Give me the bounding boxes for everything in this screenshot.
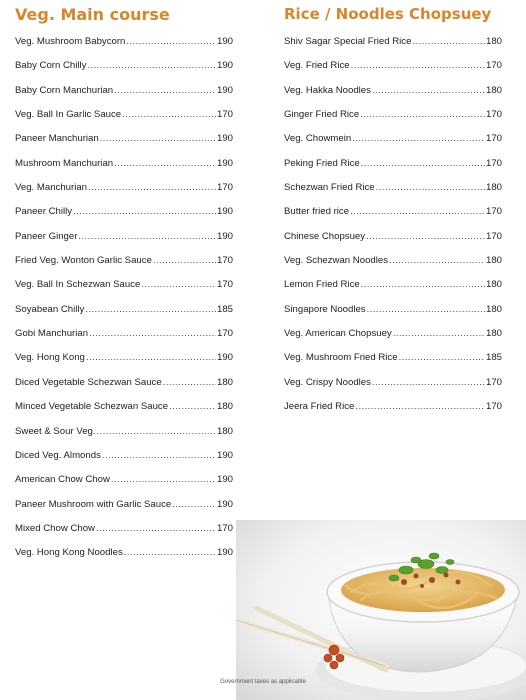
item-price: 180: [485, 36, 502, 47]
item-name: Paneer Manchurian: [15, 133, 99, 145]
item-name: Veg. Manchurian: [15, 182, 87, 194]
item-name: Veg. Hakka Noodles: [284, 84, 371, 96]
item-price: 170: [485, 157, 502, 169]
item-name: Baby Corn Chilly: [15, 60, 87, 72]
item-name: Veg. Crispy Noodles: [284, 376, 371, 388]
item-price: 170: [216, 109, 233, 121]
menu-list: [284, 34, 502, 424]
menu-item: [15, 83, 233, 107]
menu-item: [284, 277, 502, 301]
leader-dots: [73, 204, 216, 219]
item-price: 170: [216, 328, 233, 340]
menu-item: [15, 277, 233, 301]
menu-item: [15, 521, 233, 545]
item-price: 170: [216, 279, 233, 291]
item-price: 190: [216, 60, 233, 72]
menu-item: [284, 326, 502, 350]
item-name: Peking Fried Rice: [284, 157, 360, 169]
leader-dots: [172, 497, 216, 512]
leader-dots: [163, 375, 216, 390]
leader-dots: [372, 83, 485, 98]
leader-dots: [86, 350, 216, 365]
item-price: 170: [485, 60, 502, 72]
menu-item: [15, 545, 233, 569]
menu-list: [15, 34, 233, 570]
item-name: Shiv Sagar Special Fried Rice: [284, 36, 412, 47]
item-name: Veg. Fried Rice: [284, 60, 350, 72]
item-name: Jeera Fried Rice: [284, 401, 355, 413]
menu-item: [284, 180, 502, 204]
leader-dots: [352, 131, 485, 146]
item-name: Veg. Mushroom Babycorn: [15, 36, 126, 47]
menu-item: [284, 83, 502, 107]
leader-dots: [412, 34, 485, 49]
leader-dots: [141, 277, 216, 292]
leader-dots: [361, 277, 485, 292]
leader-dots: [126, 34, 216, 49]
menu-item: [15, 399, 233, 423]
leader-dots: [78, 229, 216, 244]
menu-item: [15, 375, 233, 399]
menu-item: [284, 302, 502, 326]
item-name: Mushroom Manchurian: [15, 157, 114, 169]
leader-dots: [372, 375, 485, 390]
menu-item: [15, 253, 233, 277]
item-name: Paneer Mushroom with Garlic Sauce: [15, 498, 172, 510]
item-price: 185: [485, 352, 502, 364]
menu-item: [284, 253, 502, 277]
item-price: 190: [216, 36, 233, 47]
leader-dots: [124, 545, 216, 560]
menu-item: [284, 375, 502, 399]
menu-item: [284, 58, 502, 82]
leader-dots: [389, 253, 485, 268]
leader-dots: [169, 399, 216, 414]
menu-item: [15, 350, 233, 374]
leader-dots: [87, 58, 216, 73]
leader-dots: [366, 229, 485, 244]
leader-dots: [100, 131, 216, 146]
leader-dots: [114, 156, 216, 171]
menu-item: [15, 180, 233, 204]
item-price: 185: [216, 303, 233, 315]
item-price: 180: [485, 255, 502, 267]
menu-item: [15, 472, 233, 496]
item-name: Diced Veg. Almonds: [15, 449, 101, 461]
item-name: Lemon Fried Rice: [284, 279, 360, 291]
item-price: 190: [216, 157, 233, 169]
menu-item: [15, 448, 233, 472]
item-name: Diced Vegetable Schezwan Sauce: [15, 376, 162, 388]
item-name: Sweet & Sour Veg.: [15, 425, 96, 437]
item-price: 170: [485, 230, 502, 242]
item-price: 190: [216, 498, 233, 510]
leader-dots: [351, 58, 485, 73]
item-price: 180: [485, 303, 502, 315]
item-name: American Chow Chow: [15, 474, 110, 486]
item-name: Fried Veg. Wonton Garlic Sauce: [15, 255, 152, 267]
item-name: Mixed Chow Chow: [15, 522, 95, 534]
item-name: Chinese Chopsuey: [284, 230, 366, 242]
item-name: Veg. Schezwan Noodles: [284, 255, 388, 267]
leader-dots: [89, 326, 216, 341]
item-price: 190: [216, 449, 233, 461]
leader-dots: [153, 253, 216, 268]
item-name: Butter fried rice: [284, 206, 350, 218]
leader-dots: [399, 350, 485, 365]
leader-dots: [111, 472, 216, 487]
menu-item: [284, 131, 502, 155]
item-price: 180: [485, 182, 502, 194]
menu-item: [15, 107, 233, 131]
item-price: 170: [485, 109, 502, 121]
leader-dots: [350, 204, 485, 219]
item-name: Paneer Ginger: [15, 230, 78, 242]
menu-item: [284, 229, 502, 253]
menu-item: [284, 156, 502, 180]
item-price: 170: [216, 255, 233, 267]
menu-item: [284, 399, 502, 423]
item-price: 180: [485, 84, 502, 96]
menu-item: [15, 229, 233, 253]
menu-item: [284, 34, 502, 58]
item-name: Veg. Ball In Schezwan Sauce: [15, 279, 141, 291]
leader-dots: [360, 107, 485, 122]
item-name: Veg. American Chopsuey: [284, 328, 392, 340]
menu-item: [15, 204, 233, 228]
item-price: 170: [216, 522, 233, 534]
section-title: Veg. Main course: [15, 5, 170, 24]
leader-dots: [85, 302, 216, 317]
leader-dots: [96, 521, 216, 536]
item-price: 180: [216, 425, 233, 437]
menu-item: [15, 497, 233, 521]
item-price: 180: [216, 376, 233, 388]
section-title: Rice / Noodles Chopsuey: [284, 5, 492, 23]
tax-note: Government taxes as applicable: [220, 679, 306, 685]
leader-dots: [88, 180, 216, 195]
item-price: 170: [216, 182, 233, 194]
item-name: Ginger Fried Rice: [284, 109, 360, 121]
item-name: Singapore Noodles: [284, 303, 366, 315]
menu-item: [284, 350, 502, 374]
leader-dots: [367, 302, 485, 317]
leader-dots: [97, 424, 216, 439]
item-price: 190: [216, 230, 233, 242]
leader-dots: [122, 107, 216, 122]
item-name: Schezwan Fried Rice: [284, 182, 375, 194]
leader-dots: [393, 326, 485, 341]
item-price: 170: [485, 401, 502, 413]
menu-item: [284, 204, 502, 228]
item-name: Soyabean Chilly: [15, 303, 85, 315]
menu-item: [15, 58, 233, 82]
leader-dots: [361, 156, 485, 171]
leader-dots: [102, 448, 216, 463]
item-price: 190: [216, 547, 233, 559]
leader-dots: [355, 399, 485, 414]
item-name: Veg. Ball In Garlic Sauce: [15, 109, 122, 121]
item-price: 180: [485, 279, 502, 291]
item-name: Veg. Hong Kong Noodles: [15, 547, 123, 559]
item-price: 190: [216, 84, 233, 96]
menu-item: [15, 302, 233, 326]
item-price: 170: [485, 376, 502, 388]
menu-item: [15, 34, 233, 58]
item-name: Paneer Chilly: [15, 206, 73, 218]
menu-item: [15, 156, 233, 180]
item-name: Veg. Chowmein: [284, 133, 352, 145]
menu-item: [15, 326, 233, 350]
item-name: Baby Corn Manchurian: [15, 84, 114, 96]
item-name: Veg. Mushroom Fried Rice: [284, 352, 398, 364]
item-price: 190: [216, 474, 233, 486]
item-price: 180: [216, 401, 233, 413]
menu-item: [284, 107, 502, 131]
item-name: Minced Vegetable Schezwan Sauce: [15, 401, 169, 413]
item-name: Veg. Hong Kong: [15, 352, 85, 364]
item-price: 170: [485, 133, 502, 145]
leader-dots: [114, 83, 216, 98]
item-price: 170: [485, 206, 502, 218]
item-price: 180: [485, 328, 502, 340]
leader-dots: [376, 180, 485, 195]
noodle-bowl-photo: [236, 520, 526, 700]
item-price: 190: [216, 352, 233, 364]
item-name: Gobi Manchurian: [15, 328, 89, 340]
item-price: 190: [216, 133, 233, 145]
menu-item: [15, 131, 233, 155]
item-price: 190: [216, 206, 233, 218]
menu-item: [15, 424, 233, 448]
